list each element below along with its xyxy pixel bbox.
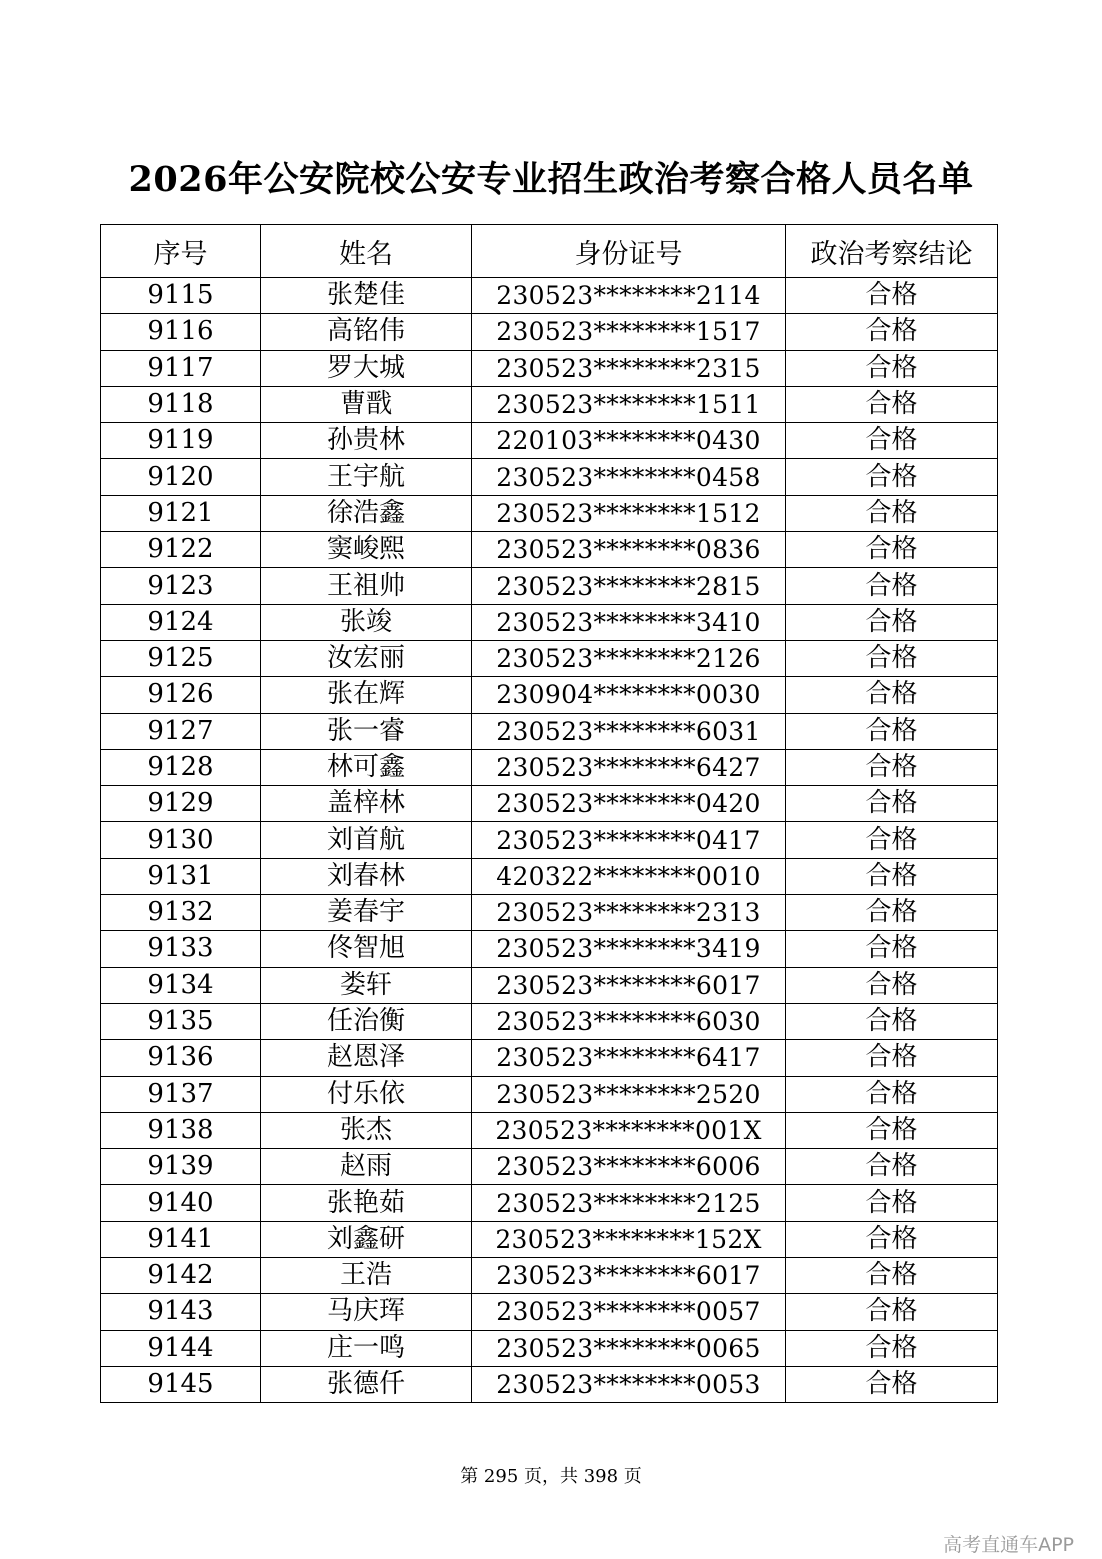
- cell-conclusion: 合格: [786, 640, 998, 676]
- cell-name: 马庆珲: [261, 1294, 472, 1330]
- cell-name: 张德仟: [261, 1366, 472, 1402]
- cell-id-number: 230523********6427: [472, 749, 786, 785]
- cell-serial: 9116: [101, 314, 261, 350]
- cell-name: 刘春林: [261, 858, 472, 894]
- cell-conclusion: 合格: [786, 278, 998, 314]
- header-serial: 序号: [101, 225, 261, 278]
- cell-id-number: 230523********6017: [472, 1258, 786, 1294]
- cell-id-number: 230523********6031: [472, 713, 786, 749]
- cell-name: 姜春宇: [261, 895, 472, 931]
- cell-conclusion: 合格: [786, 423, 998, 459]
- watermark-text: 高考直通车APP: [943, 1534, 1074, 1556]
- table-row: [101, 1003, 998, 1039]
- table-row: [101, 386, 998, 422]
- cell-name: 孙贵林: [261, 423, 472, 459]
- cell-conclusion: 合格: [786, 1294, 998, 1330]
- cell-id-number: 230523********0053: [472, 1366, 786, 1402]
- cell-id-number: 230523********2313: [472, 895, 786, 931]
- cell-name: 刘鑫研: [261, 1221, 472, 1257]
- cell-name: 赵雨: [261, 1149, 472, 1185]
- cell-name: 王宇航: [261, 459, 472, 495]
- cell-name: 娄轩: [261, 967, 472, 1003]
- table-row: [101, 278, 998, 314]
- cell-id-number: 230523********6417: [472, 1040, 786, 1076]
- cell-serial: 9126: [101, 677, 261, 713]
- cell-name: 林可鑫: [261, 749, 472, 785]
- cell-id-number: 230523********2315: [472, 350, 786, 386]
- table-row: [101, 314, 998, 350]
- cell-serial: 9139: [101, 1149, 261, 1185]
- cell-serial: 9125: [101, 640, 261, 676]
- cell-serial: 9121: [101, 495, 261, 531]
- table-row: [101, 1040, 998, 1076]
- cell-serial: 9131: [101, 858, 261, 894]
- table-row: [101, 677, 998, 713]
- cell-conclusion: 合格: [786, 568, 998, 604]
- table-row: [101, 967, 998, 1003]
- header-name: 姓名: [261, 225, 472, 278]
- cell-serial: 9124: [101, 604, 261, 640]
- cell-conclusion: 合格: [786, 1221, 998, 1257]
- table-row: [101, 350, 998, 386]
- table-row: [101, 640, 998, 676]
- cell-conclusion: 合格: [786, 1330, 998, 1366]
- table-row: [101, 1258, 998, 1294]
- cell-serial: 9132: [101, 895, 261, 931]
- table-row: [101, 604, 998, 640]
- cell-name: 王浩: [261, 1258, 472, 1294]
- cell-conclusion: 合格: [786, 604, 998, 640]
- cell-id-number: 230523********6006: [472, 1149, 786, 1185]
- cell-id-number: 230523********0458: [472, 459, 786, 495]
- cell-id-number: 230523********6017: [472, 967, 786, 1003]
- cell-name: 刘首航: [261, 822, 472, 858]
- table-row: [101, 1185, 998, 1221]
- cell-conclusion: 合格: [786, 1112, 998, 1148]
- cell-name: 张一睿: [261, 713, 472, 749]
- cell-id-number: 230523********2815: [472, 568, 786, 604]
- cell-serial: 9118: [101, 386, 261, 422]
- cell-serial: 9133: [101, 931, 261, 967]
- table-row: [101, 786, 998, 822]
- cell-conclusion: 合格: [786, 386, 998, 422]
- cell-name: 窦峻熙: [261, 532, 472, 568]
- cell-name: 王祖帅: [261, 568, 472, 604]
- cell-id-number: 230523********0065: [472, 1330, 786, 1366]
- cell-id-number: 230523********001X: [472, 1112, 786, 1148]
- cell-serial: 9134: [101, 967, 261, 1003]
- cell-id-number: 230904********0030: [472, 677, 786, 713]
- cell-id-number: 230523********2126: [472, 640, 786, 676]
- cell-conclusion: 合格: [786, 677, 998, 713]
- cell-id-number: 230523********152X: [472, 1221, 786, 1257]
- cell-conclusion: 合格: [786, 895, 998, 931]
- table-row: [101, 713, 998, 749]
- table-row: [101, 423, 998, 459]
- header-conclusion: 政治考察结论: [786, 225, 998, 278]
- cell-name: 汝宏丽: [261, 640, 472, 676]
- cell-conclusion: 合格: [786, 786, 998, 822]
- document-title: 2026年公安院校公安专业招生政治考察合格人员名单: [128, 159, 974, 200]
- cell-serial: 9120: [101, 459, 261, 495]
- table-row: [101, 532, 998, 568]
- cell-serial: 9130: [101, 822, 261, 858]
- table-row: [101, 1294, 998, 1330]
- cell-name: 罗大城: [261, 350, 472, 386]
- cell-serial: 9119: [101, 423, 261, 459]
- cell-name: 佟智旭: [261, 931, 472, 967]
- cell-id-number: 420322********0010: [472, 858, 786, 894]
- cell-id-number: 230523********1512: [472, 495, 786, 531]
- cell-serial: 9138: [101, 1112, 261, 1148]
- cell-id-number: 230523********2114: [472, 278, 786, 314]
- cell-name: 张在辉: [261, 677, 472, 713]
- cell-id-number: 230523********1517: [472, 314, 786, 350]
- table-row: [101, 1330, 998, 1366]
- cell-conclusion: 合格: [786, 1149, 998, 1185]
- cell-name: 付乐依: [261, 1076, 472, 1112]
- cell-serial: 9144: [101, 1330, 261, 1366]
- roster-table: [100, 224, 998, 1403]
- table-row: [101, 1149, 998, 1185]
- table-row: [101, 858, 998, 894]
- cell-name: 赵恩泽: [261, 1040, 472, 1076]
- cell-serial: 9128: [101, 749, 261, 785]
- cell-serial: 9135: [101, 1003, 261, 1039]
- cell-serial: 9145: [101, 1366, 261, 1402]
- table-row: [101, 749, 998, 785]
- table-row: [101, 895, 998, 931]
- cell-conclusion: 合格: [786, 1258, 998, 1294]
- cell-serial: 9117: [101, 350, 261, 386]
- cell-conclusion: 合格: [786, 1185, 998, 1221]
- cell-id-number: 230523********3419: [472, 931, 786, 967]
- cell-id-number: 230523********0420: [472, 786, 786, 822]
- cell-conclusion: 合格: [786, 713, 998, 749]
- cell-conclusion: 合格: [786, 1040, 998, 1076]
- cell-name: 张艳茹: [261, 1185, 472, 1221]
- cell-serial: 9141: [101, 1221, 261, 1257]
- cell-serial: 9136: [101, 1040, 261, 1076]
- cell-serial: 9137: [101, 1076, 261, 1112]
- cell-conclusion: 合格: [786, 1366, 998, 1402]
- cell-serial: 9142: [101, 1258, 261, 1294]
- cell-serial: 9143: [101, 1294, 261, 1330]
- cell-name: 张楚佳: [261, 278, 472, 314]
- cell-serial: 9122: [101, 532, 261, 568]
- cell-name: 庄一鸣: [261, 1330, 472, 1366]
- table-row: [101, 495, 998, 531]
- cell-id-number: 230523********2125: [472, 1185, 786, 1221]
- cell-conclusion: 合格: [786, 1003, 998, 1039]
- header-id-number: 身份证号: [472, 225, 786, 278]
- table-row: [101, 1112, 998, 1148]
- cell-id-number: 230523********0057: [472, 1294, 786, 1330]
- cell-conclusion: 合格: [786, 1076, 998, 1112]
- cell-id-number: 230523********0836: [472, 532, 786, 568]
- cell-serial: 9123: [101, 568, 261, 604]
- cell-conclusion: 合格: [786, 314, 998, 350]
- table-row: [101, 459, 998, 495]
- cell-id-number: 230523********1511: [472, 386, 786, 422]
- cell-name: 张杰: [261, 1112, 472, 1148]
- cell-serial: 9115: [101, 278, 261, 314]
- cell-id-number: 230523********6030: [472, 1003, 786, 1039]
- cell-name: 张竣: [261, 604, 472, 640]
- cell-name: 曹戬: [261, 386, 472, 422]
- cell-id-number: 230523********0417: [472, 822, 786, 858]
- table-row: [101, 568, 998, 604]
- cell-serial: 9140: [101, 1185, 261, 1221]
- table-header-row: [101, 225, 998, 278]
- table-row: [101, 931, 998, 967]
- cell-conclusion: 合格: [786, 858, 998, 894]
- cell-conclusion: 合格: [786, 495, 998, 531]
- cell-conclusion: 合格: [786, 350, 998, 386]
- cell-conclusion: 合格: [786, 749, 998, 785]
- cell-conclusion: 合格: [786, 967, 998, 1003]
- table-row: [101, 1076, 998, 1112]
- cell-conclusion: 合格: [786, 931, 998, 967]
- cell-id-number: 220103********0430: [472, 423, 786, 459]
- cell-name: 任治衡: [261, 1003, 472, 1039]
- cell-name: 徐浩鑫: [261, 495, 472, 531]
- page-footer: 第 295 页，共 398 页: [460, 1466, 642, 1487]
- cell-conclusion: 合格: [786, 822, 998, 858]
- cell-id-number: 230523********2520: [472, 1076, 786, 1112]
- cell-serial: 9127: [101, 713, 261, 749]
- cell-name: 盖梓林: [261, 786, 472, 822]
- cell-conclusion: 合格: [786, 459, 998, 495]
- cell-id-number: 230523********3410: [472, 604, 786, 640]
- cell-serial: 9129: [101, 786, 261, 822]
- cell-name: 高铭伟: [261, 314, 472, 350]
- table-row: [101, 1221, 998, 1257]
- table-row: [101, 1366, 998, 1402]
- cell-conclusion: 合格: [786, 532, 998, 568]
- table-row: [101, 822, 998, 858]
- table-body: [101, 278, 998, 1403]
